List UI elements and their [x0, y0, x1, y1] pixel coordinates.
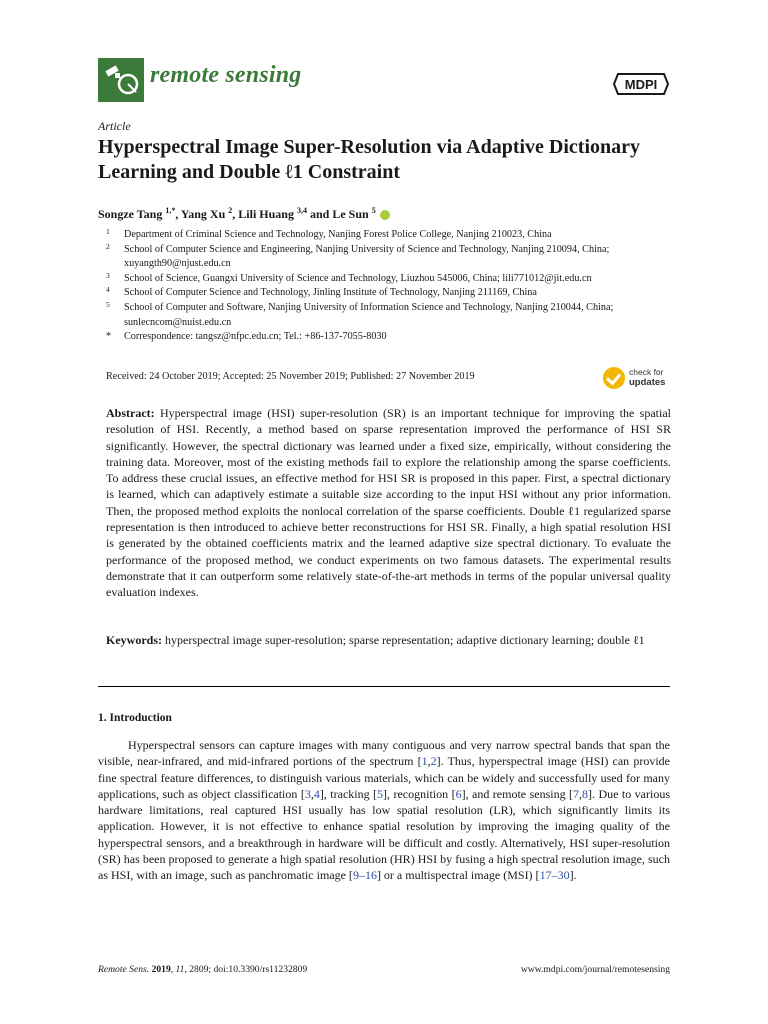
- affiliation-number: 4: [106, 285, 110, 295]
- publisher-logo: [612, 70, 670, 98]
- journal-logo: [98, 58, 144, 102]
- affiliation-number: 1: [106, 227, 110, 236]
- check-for-updates-badge[interactable]: [603, 366, 673, 392]
- affiliation-number: 2: [106, 241, 110, 251]
- correspondence-text: Correspondence: tangsz@nfpc.edu.cn; Tel.: +86-137-7055-8030: [124, 331, 387, 343]
- author-list: [98, 206, 390, 222]
- article-title: [98, 135, 678, 185]
- paragraph-text: ] or a multispectral image (MSI) [: [376, 868, 540, 883]
- section-divider: [98, 686, 670, 687]
- affiliation-item: [98, 228, 678, 243]
- citation-journal: Remote Sens.: [98, 964, 150, 975]
- author-separator: ,: [232, 207, 239, 221]
- satellite-icon: [98, 58, 144, 102]
- affiliation-number: *: [106, 331, 111, 343]
- paragraph-text: ]. Thus, hyperspectral image (HSI) can provide fine spectral feature differences, to distinguish various materials, which can be widely and successfully used for many applications, such as object classification [: [98, 754, 670, 801]
- mdpi-logo-icon: [612, 70, 670, 98]
- keywords-text: hyperspectral image super-resolution; sparse representation; adaptive dictionary learning; double ℓ1: [165, 633, 645, 647]
- section-heading: 1. Introduction: [98, 712, 172, 724]
- affiliation-text: School of Computer Science and Technology, Jinling Institute of Technology, Nanjing 211169, China: [124, 287, 537, 299]
- article-title-text: Hyperspectral Image Super-Resolution via Adaptive Dictionary Learning and Double ℓ1 Constraint: [98, 136, 641, 183]
- author-name: Lili Huang: [238, 207, 294, 221]
- author-name: Songze Tang: [98, 207, 163, 221]
- citation-link[interactable]: 6: [455, 786, 462, 801]
- citation-link[interactable]: 1: [421, 754, 428, 769]
- paragraph-text: ]. Due to various hardware limitations, real captured HSI usually has low spatial resolution (LR), which significantly limits its application. However, it is not effective to enhance spatial resolution by improving the imaging quality of the hyperspectral sensors, and a breakthrough in hardware will be difficult and costly. Alternatively, HSI super-resolution (SR) has been proposed to generate a high spatial resolution (HR) HSI by fusing a high spectral resolution image, such as HSI, with an image, such as panchromatic image [: [98, 786, 670, 883]
- keywords-label: Keywords:: [106, 633, 162, 647]
- author-affil-sup: 2: [228, 206, 233, 215]
- abstract-label: Abstract:: [106, 406, 155, 420]
- check-icon: [603, 367, 625, 389]
- check-updates-line1: check for: [629, 367, 664, 377]
- citation-link[interactable]: 2: [430, 754, 437, 769]
- citation-link[interactable]: 4: [313, 786, 320, 801]
- affiliation-number: 3: [106, 270, 110, 280]
- journal-name: remote sensing: [150, 62, 302, 88]
- author-name: Le Sun: [332, 207, 369, 221]
- abstract: [106, 405, 671, 601]
- citation-link[interactable]: 9–16: [352, 868, 377, 883]
- correspondence-item: [98, 330, 678, 345]
- paragraph-text: ], recognition [: [383, 786, 456, 801]
- author-affil-sup: 3,4: [296, 206, 307, 215]
- check-updates-line2: updates: [629, 377, 666, 388]
- affiliation-text: School of Science, Guangxi University of Science and Technology, Liuzhou 545006, China; lili771012@jit.edu.cn: [124, 272, 592, 284]
- abstract-text: Hyperspectral image (HSI) super-resolution (SR) is an important technique for improving the spatial resolution of HSI. Recently, a method based on sparse representation improved the performance of HSI SR significantly. However, the spectral dictionary was learned under a fixed size, empirically, without considering the training data. Moreover, most of the existing methods fail to explore the relationship among the sparse coefficients. To address these crucial issues, an effective method for HSI SR is proposed in this paper. First, a spectral dictionary is learned, which can adaptively estimate a suitable size according to the input HSI without any prior information. Then, the proposed method exploits the nonlocal correlation of the sparse coefficients. Double ℓ1 regularized sparse representation is then introduced to achieve better reconstructions for HSI SR. Finally, a high spatial resolution HSI is generated by the obtained coefficients matrix and the learned adaptive size spectral dictionary. To evaluate the performance of the proposed method, we conduct experiments on two famous datasets. The experimental results demonstrate that it can outperform some relatively state-of-the-art methods in terms of the popular universal quality evaluation indexes.: [106, 406, 671, 600]
- affiliation-item: [98, 301, 678, 330]
- article-type: Article: [98, 119, 131, 133]
- affiliation-text: Department of Criminal Science and Technology, Nanjing Forest Police College, Nanjing 210023, China: [124, 229, 552, 240]
- author-affil-sup: 5: [371, 206, 376, 215]
- orcid-icon[interactable]: [380, 210, 390, 220]
- citation-details: , 2809; doi:10.3390/rs11232809: [184, 964, 308, 975]
- citation-year: 2019: [151, 964, 171, 975]
- citation-link[interactable]: 7: [573, 786, 580, 801]
- publisher-name: MDPI: [624, 77, 658, 92]
- affiliation-item: [98, 243, 678, 272]
- citation-link[interactable]: 5: [377, 786, 384, 801]
- citation-volume: 11: [175, 964, 185, 975]
- author-separator: and: [306, 207, 333, 221]
- author-affil-sup: 1,*: [165, 206, 176, 215]
- paragraph-text: Hyperspectral sensors can capture images with many contiguous and very narrow spectral bands that span the visible, near-infrared, and mid-infrared portions of the spectrum [: [98, 738, 670, 769]
- citation-footer: Remote Sens. 2019, 11, 2809; doi:10.3390/rs11232809: [98, 964, 308, 975]
- affiliation-text: School of Computer Science and Engineering, Nanjing University of Science and Technology, Nanjing 210094, China; xuyangth90@njust.edu.cn: [124, 243, 610, 270]
- paragraph-text: ,: [310, 786, 314, 801]
- affiliation-item: [98, 272, 678, 287]
- author-separator: ,: [175, 207, 181, 221]
- intro-paragraph: [98, 737, 670, 884]
- paragraph-text: ,: [579, 786, 583, 801]
- paragraph-text: ], tracking [: [319, 786, 378, 801]
- citation-link[interactable]: 3: [304, 786, 311, 801]
- paragraph-text: ], and remote sensing [: [461, 786, 574, 801]
- paragraph-text: ,: [427, 754, 431, 769]
- affiliations: [98, 228, 678, 345]
- keywords: [106, 632, 671, 648]
- citation-link[interactable]: 8: [582, 786, 589, 801]
- author-name: Yang Xu: [180, 207, 226, 221]
- affiliation-item: [98, 286, 678, 301]
- citation-link[interactable]: 17–30: [539, 868, 570, 883]
- publication-dates: Received: 24 October 2019; Accepted: 25 November 2019; Published: 27 November 2019: [106, 371, 475, 382]
- journal-url[interactable]: www.mdpi.com/journal/remotesensing: [520, 964, 670, 975]
- affiliation-text: School of Computer and Software, Nanjing University of Information Science and Technology, Nanjing 210044, China; sunlecncom@nuist.edu.cn: [124, 301, 614, 328]
- paragraph-text: ].: [569, 868, 577, 883]
- affiliation-number: 5: [106, 299, 110, 309]
